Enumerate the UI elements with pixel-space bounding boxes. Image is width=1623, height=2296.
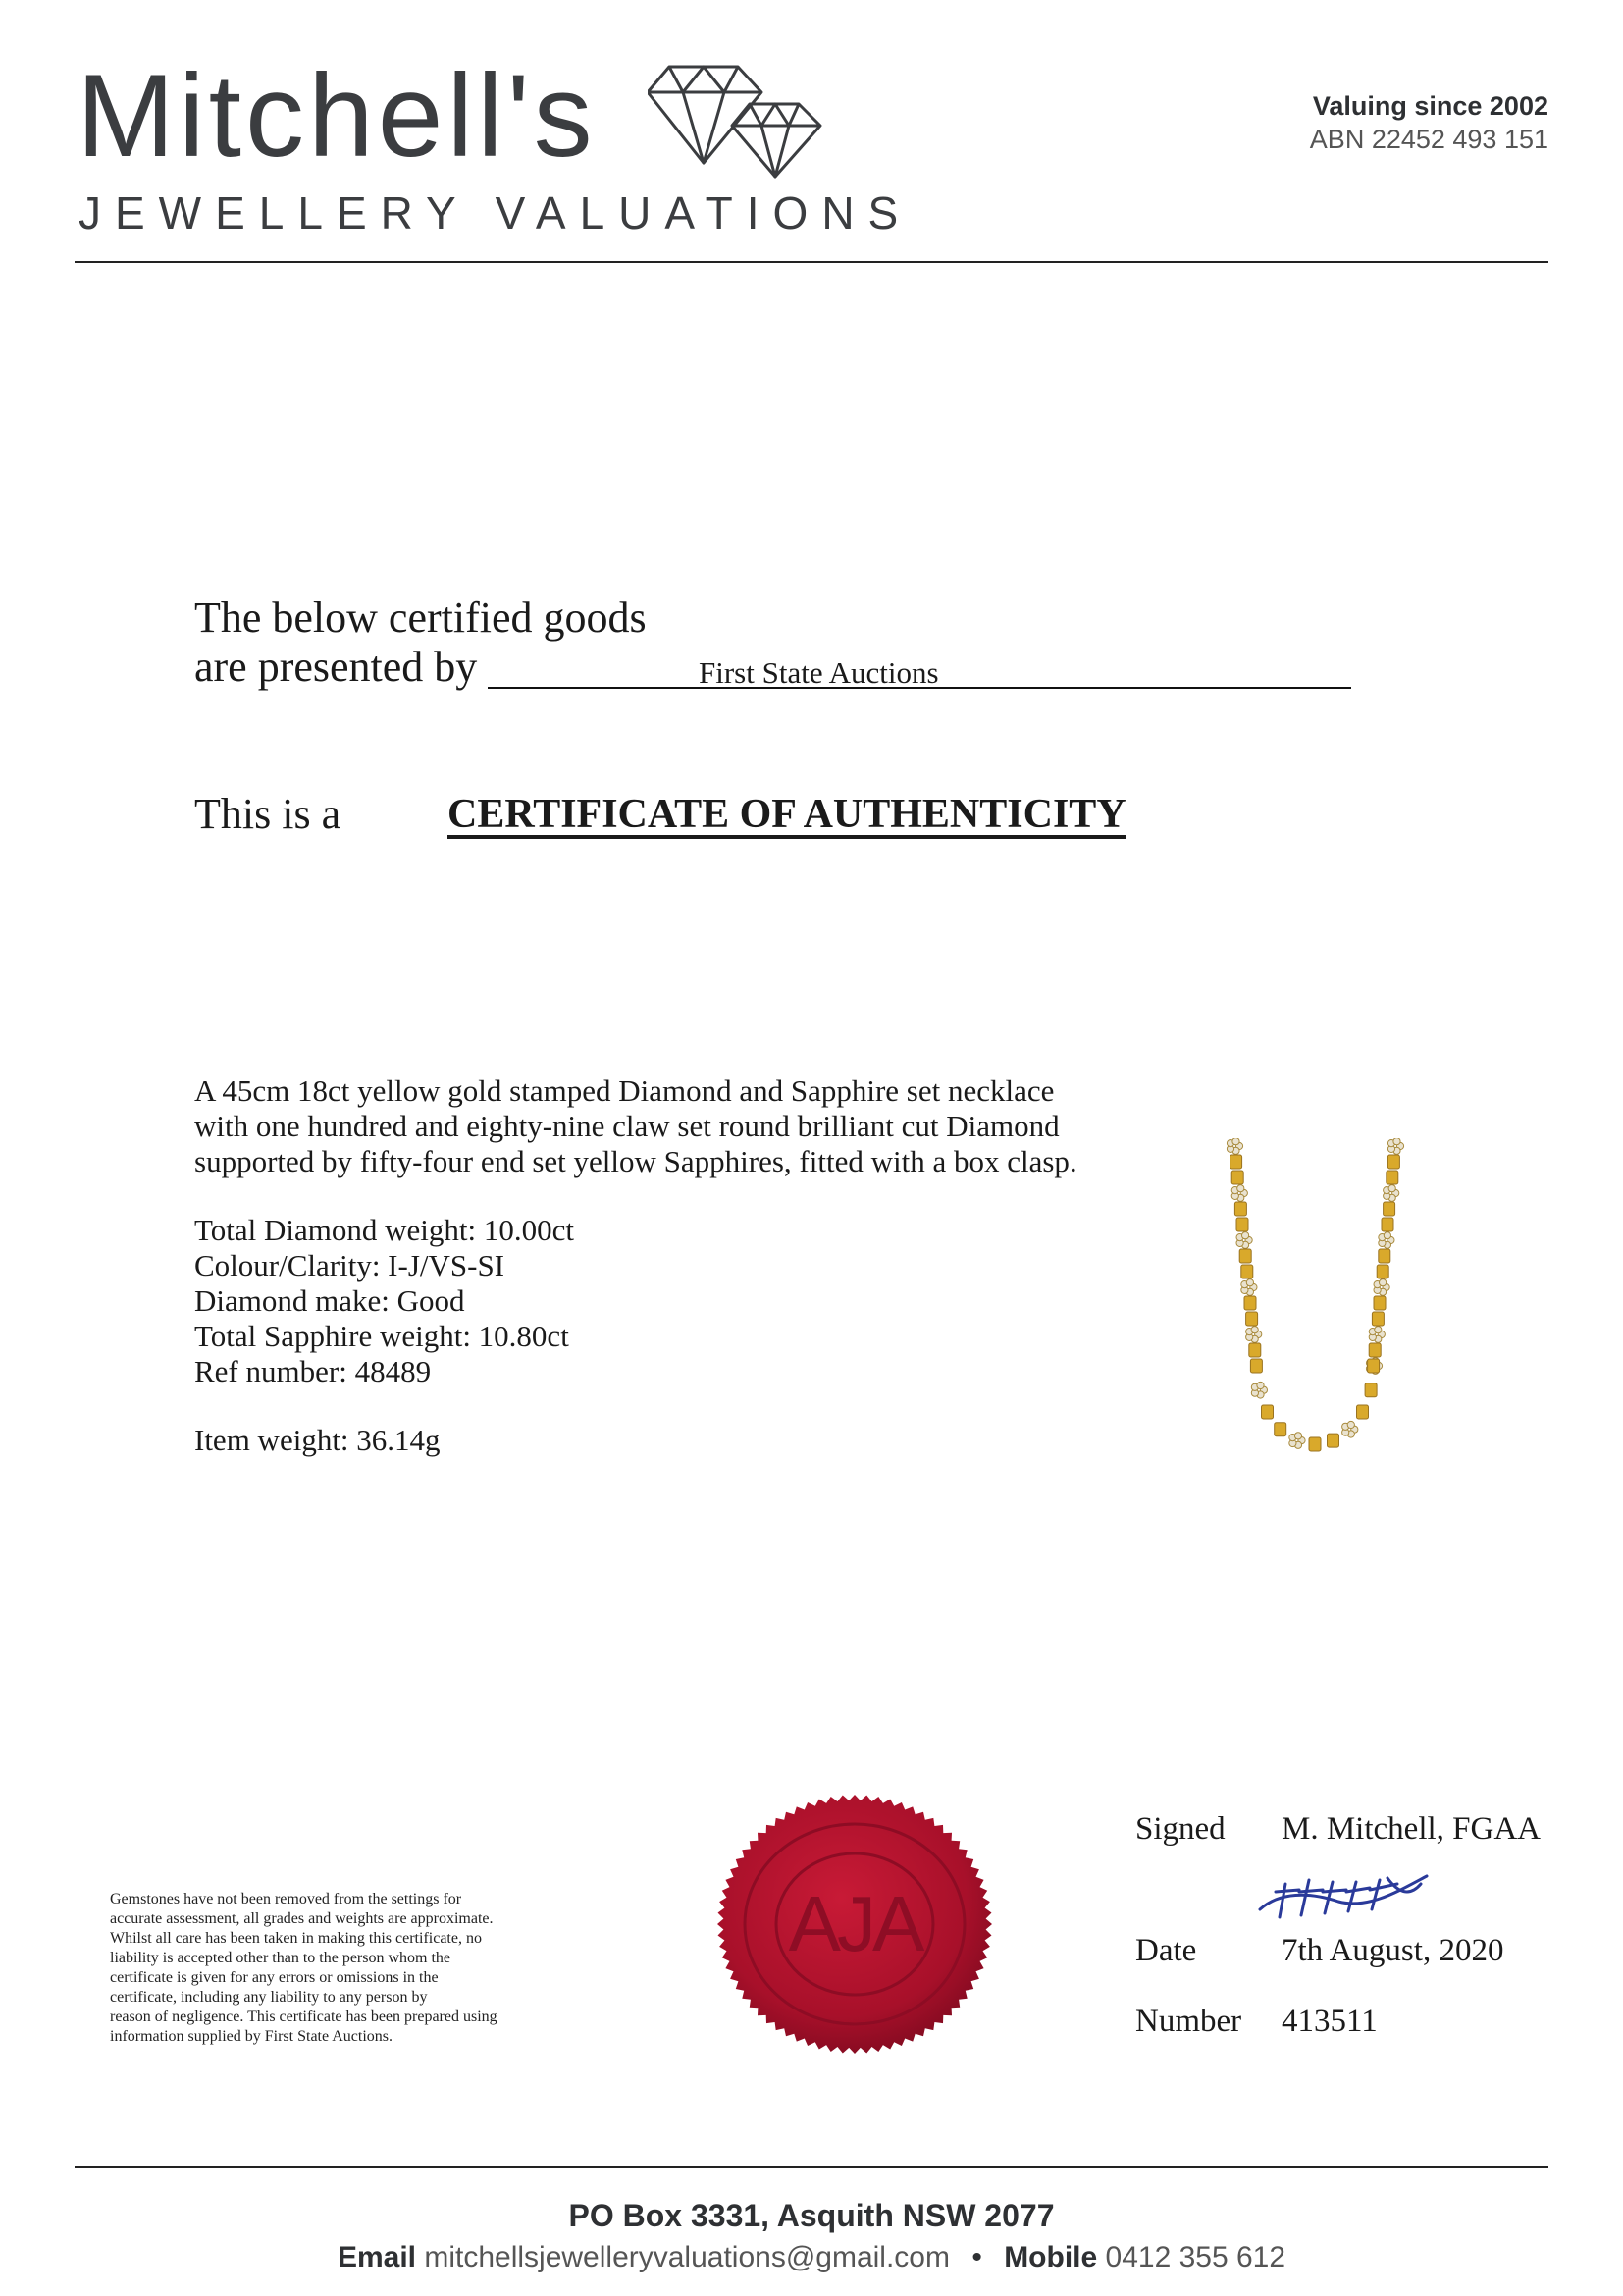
necklace-link — [1377, 1265, 1388, 1278]
necklace-link — [1241, 1265, 1253, 1278]
header-divider — [75, 261, 1548, 263]
necklace-link — [1365, 1383, 1377, 1397]
brand-subtitle: JEWELLERY VALUATIONS — [79, 187, 913, 238]
wax-seal-icon — [675, 1782, 1034, 2066]
necklace-link — [1328, 1434, 1339, 1447]
necklace-link — [1231, 1171, 1243, 1184]
mobile-number[interactable]: 0412 355 612 — [1105, 2241, 1286, 2273]
spec-ref-number: Ref number: 48489 — [194, 1354, 432, 1388]
necklace-link — [1234, 1202, 1246, 1216]
necklace-link — [1379, 1249, 1390, 1263]
disclaimer-line: reason of negligence. This certificate has been prepared using — [110, 2009, 497, 2025]
necklace-link — [1275, 1423, 1286, 1436]
email-address[interactable]: mitchellsjewelleryvaluations@gmail.com — [424, 2241, 950, 2273]
necklace-link — [1387, 1171, 1398, 1184]
item-description — [194, 1073, 1176, 1179]
abn-number: ABN 22452 493 151 — [1309, 124, 1548, 154]
necklace-link — [1368, 1359, 1380, 1373]
necklace-link — [1246, 1327, 1262, 1343]
presented-line-2: are presented by — [194, 643, 478, 691]
disclaimer-line: liability is accepted other than to the person whom the — [110, 1950, 451, 1966]
necklace-link — [1227, 1138, 1242, 1154]
footer-address: PO Box 3331, Asquith NSW 2077 — [568, 2198, 1055, 2233]
brand-name: Mitchell's — [77, 50, 597, 182]
necklace-link — [1230, 1155, 1242, 1169]
necklace-link — [1374, 1279, 1389, 1296]
certificate-number: 413511 — [1282, 2004, 1378, 2039]
footer-divider — [75, 2166, 1548, 2168]
certificate-title: CERTIFICATE OF AUTHENTICITY — [447, 792, 1126, 837]
tagline: Valuing since 2002 — [1312, 91, 1548, 121]
disclaimer-line: certificate is given for any errors or omissions in the — [110, 1969, 439, 1986]
disclaimer-line: Gemstones have not been removed from the settings for — [110, 1891, 462, 1907]
diamond-logo-icon — [648, 53, 824, 181]
signed-label: Signed — [1135, 1811, 1226, 1847]
disclaimer-line: accurate assessment, all grades and weights are approximate. — [110, 1910, 494, 1927]
necklace-link — [1262, 1405, 1274, 1419]
date-label: Date — [1135, 1933, 1197, 1968]
disclaimer-line: information supplied by First State Auctions. — [110, 2028, 393, 2045]
footer-contact — [0, 2241, 1623, 2274]
necklace-link — [1374, 1296, 1386, 1310]
handwritten-signature — [1240, 1862, 1437, 1931]
signer-name: M. Mitchell, FGAA — [1282, 1811, 1541, 1847]
disclaimer-line: certificate, including any liability to any person by — [110, 1989, 428, 2006]
necklace-link — [1250, 1359, 1262, 1373]
necklace-link — [1342, 1421, 1358, 1437]
description-line: A 45cm 18ct yellow gold stamped Diamond and Sapphire set necklace — [194, 1073, 1055, 1108]
necklace-link — [1372, 1312, 1384, 1326]
seal-monogram: AJA — [788, 1880, 921, 1967]
necklace-link — [1384, 1185, 1399, 1202]
necklace-link — [1387, 1138, 1403, 1154]
spec-diamond-make: Diamond make: Good — [194, 1283, 465, 1318]
presented-line-1: The below certified goods — [194, 594, 647, 642]
separator-dot: • — [971, 2241, 982, 2273]
necklace-link — [1251, 1382, 1267, 1398]
presenter-name: First State Auctions — [699, 655, 939, 690]
necklace-link — [1246, 1312, 1258, 1326]
necklace-link — [1244, 1296, 1256, 1310]
item-specs — [194, 1213, 574, 1389]
certificate-intro: This is a — [194, 790, 341, 838]
necklace-link — [1369, 1343, 1381, 1357]
spec-sapphire-weight: Total Sapphire weight: 10.80ct — [194, 1319, 569, 1353]
necklace-photo — [1217, 1138, 1413, 1472]
disclaimer-line: Whilst all care has been taken in making this certificate, no — [110, 1930, 482, 1947]
necklace-link — [1309, 1437, 1321, 1451]
item-weight: Item weight: 36.14g — [194, 1423, 441, 1457]
necklace-link — [1387, 1155, 1399, 1169]
spec-colour-clarity: Colour/Clarity: I-J/VS-SI — [194, 1248, 505, 1282]
necklace-link — [1369, 1327, 1385, 1343]
necklace-link — [1236, 1232, 1252, 1249]
necklace-link — [1379, 1232, 1394, 1249]
necklace-link — [1241, 1279, 1257, 1296]
spec-diamond-weight: Total Diamond weight: 10.00ct — [194, 1213, 574, 1247]
description-line: with one hundred and eighty-nine claw set round brilliant cut Diamond — [194, 1109, 1060, 1143]
necklace-link — [1382, 1218, 1393, 1231]
necklace-link — [1249, 1343, 1261, 1357]
email-label: Email — [337, 2241, 416, 2273]
necklace-link — [1357, 1405, 1369, 1419]
necklace-link — [1231, 1185, 1247, 1202]
description-line: supported by fifty-four end set yellow Sapphires, fitted with a box clasp. — [194, 1144, 1077, 1178]
necklace-link — [1236, 1218, 1248, 1231]
mobile-label: Mobile — [1004, 2241, 1098, 2273]
tagline-block — [1310, 90, 1548, 157]
necklace-link — [1384, 1202, 1395, 1216]
necklace-link — [1289, 1433, 1305, 1449]
disclaimer — [110, 1890, 610, 2047]
date-value: 7th August, 2020 — [1282, 1933, 1504, 1968]
number-label: Number — [1135, 2004, 1242, 2039]
necklace-link — [1239, 1249, 1251, 1263]
